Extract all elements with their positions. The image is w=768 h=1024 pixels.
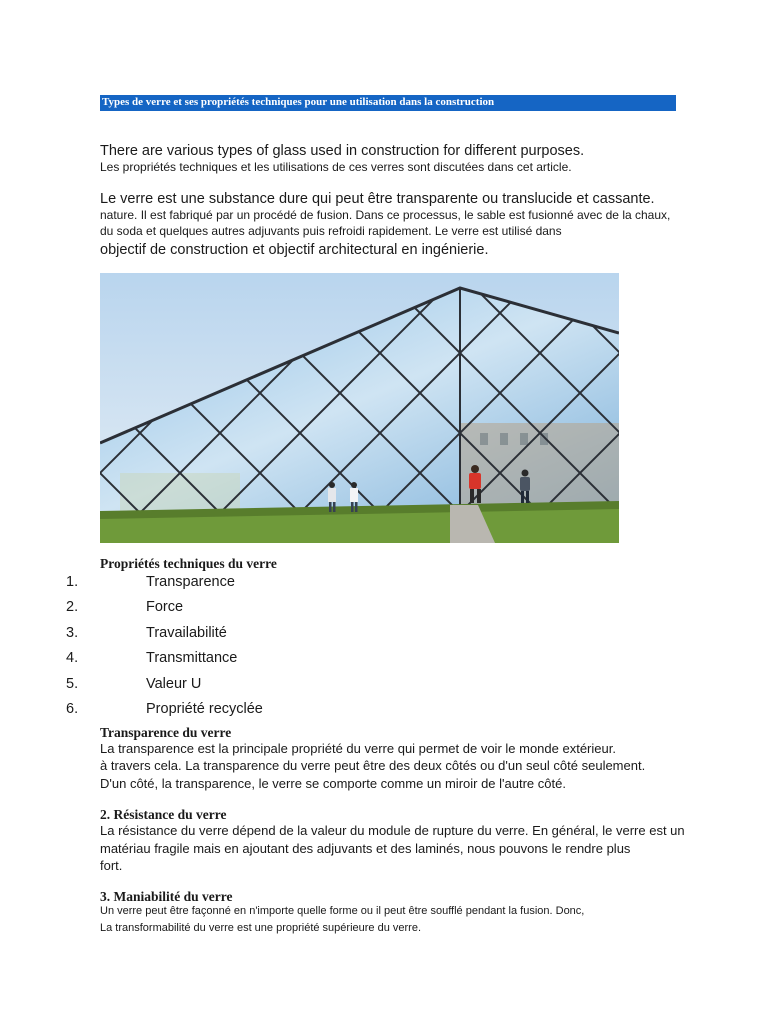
list-item-travailabilite: Travailabilité xyxy=(146,625,227,641)
resistance-line-3: fort. xyxy=(100,858,123,873)
resistance-line-2: matériau fragile mais en ajoutant des adjuvants et des laminés, nous pouvons le rendre plus xyxy=(100,841,631,856)
document-title: Types de verre et ses propriétés techniques pour une utilisation dans la construction xyxy=(102,96,495,108)
list-item-propriete-recyclee: Propriété recyclée xyxy=(146,701,263,717)
list-number: 4. xyxy=(66,650,79,666)
definition-line-4: objectif de construction et objectif architectural en ingénierie. xyxy=(100,242,489,258)
intro-line-2: Les propriétés techniques et les utilisations de ces verres sont discutées dans cet article. xyxy=(100,160,572,174)
maniabilite-line-2: La transformabilité du verre est une propriété supérieure du verre. xyxy=(100,922,422,934)
list-item-valeur-u: Valeur U xyxy=(146,676,202,692)
transparence-heading: Transparence du verre xyxy=(100,725,232,740)
list-number: 5. xyxy=(66,676,79,692)
resistance-line-1: La résistance du verre dépend de la valeur du module de rupture du verre. En général, le verre est un xyxy=(100,823,685,838)
resistance-heading: 2. Résistance du verre xyxy=(100,807,227,822)
maniabilite-heading: 3. Maniabilité du verre xyxy=(100,889,233,904)
transparence-line-1: La transparence est la principale propriété du verre qui permet de voir le monde extérieur. xyxy=(100,741,616,756)
list-number: 2. xyxy=(66,599,79,615)
list-number: 3. xyxy=(66,625,79,641)
list-item-transmittance: Transmittance xyxy=(146,650,238,666)
glass-building-photo xyxy=(100,273,619,543)
list-item-force: Force xyxy=(146,599,184,615)
transparence-line-3: D'un côté, la transparence, le verre se comporte comme un miroir de l'autre côté. xyxy=(100,776,566,791)
definition-line-2: nature. Il est fabriqué par un procédé de fusion. Dans ce processus, le sable est fusionné avec de la chaux, xyxy=(100,208,671,222)
transparence-line-2: à travers cela. La transparence du verre peut être des deux côtés ou d'un seul côté seulement. xyxy=(100,758,646,773)
list-item-transparence: Transparence xyxy=(146,574,235,590)
definition-line-3: du soda et quelques autres adjuvants puis refroidi rapidement. Le verre est utilisé dans xyxy=(100,224,562,238)
list-number: 6. xyxy=(66,701,79,717)
maniabilite-line-1: Un verre peut être façonné en n'importe quelle forme ou il peut être soufflé pendant la fusion. Donc, xyxy=(100,905,585,917)
document-title-bar xyxy=(100,95,676,111)
definition-line-1: Le verre est une substance dure qui peut être transparente ou translucide et cassante. xyxy=(100,191,655,207)
intro-line-1: There are various types of glass used in construction for different purposes. xyxy=(100,143,585,159)
properties-heading: Propriétés techniques du verre xyxy=(100,556,277,571)
list-number: 1. xyxy=(66,574,79,590)
